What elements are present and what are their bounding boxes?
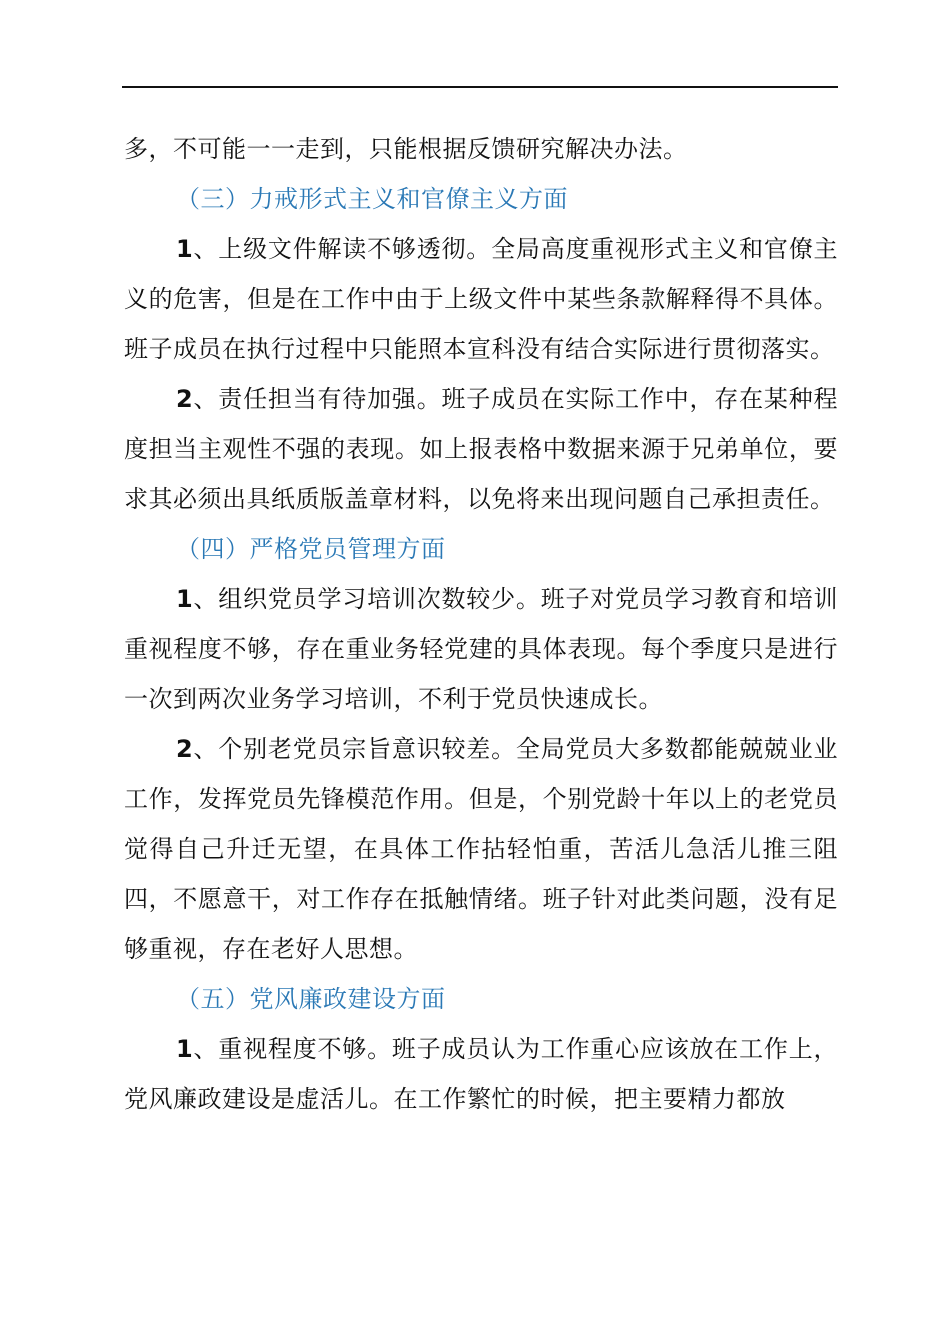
paragraph: 1、组织党员学习培训次数较少。班子对党员学习教育和培训重视程度不够，存在重业务轻党建的具体表现。每个季度只是进行一次到两次业务学习培训，不利于党员快速成长。 bbox=[124, 585, 838, 713]
header-rule bbox=[122, 86, 838, 88]
paragraph: 1、重视程度不够。班子成员认为工作重心应该放在工作上，党风廉政建设是虚活儿。在工作繁忙的时候，把主要精力都放 bbox=[124, 1035, 838, 1113]
paragraph: 2、个别老党员宗旨意识较差。全局党员大多数都能兢兢业业工作，发挥党员先锋模范作用。但是，个别党龄十年以上的老党员觉得自己升迁无望，在具体工作拈轻怕重，苦活儿急活儿推三阻四，不愿意干，对工作存在抵触情绪。班子针对此类问题，没有足够重视，存在老好人思想。 bbox=[124, 735, 838, 963]
item-number: 1 bbox=[176, 1035, 194, 1063]
section-heading: （三）力戒形式主义和官僚主义方面 bbox=[176, 185, 568, 213]
paragraph: 1、上级文件解读不够透彻。全局高度重视形式主义和官僚主义的危害，但是在工作中由于上级文件中某些条款解释得不具体。班子成员在执行过程中只能照本宣科没有结合实际进行贯彻落实。 bbox=[124, 235, 838, 363]
paragraph: 多，不可能一一走到，只能根据反馈研究解决办法。 bbox=[124, 135, 688, 163]
section-heading: （五）党风廉政建设方面 bbox=[176, 985, 446, 1013]
item-number: 2 bbox=[176, 385, 194, 413]
paragraph: 2、责任担当有待加强。班子成员在实际工作中，存在某种程度担当主观性不强的表现。如上报表格中数据来源于兄弟单位，要求其必须出具纸质版盖章材料，以免将来出现问题自己承担责任。 bbox=[124, 385, 838, 513]
section-heading: （四）严格党员管理方面 bbox=[176, 535, 446, 563]
item-number: 2 bbox=[176, 735, 194, 763]
item-number: 1 bbox=[176, 235, 194, 263]
item-number: 1 bbox=[176, 585, 194, 613]
document-body bbox=[124, 124, 838, 1124]
